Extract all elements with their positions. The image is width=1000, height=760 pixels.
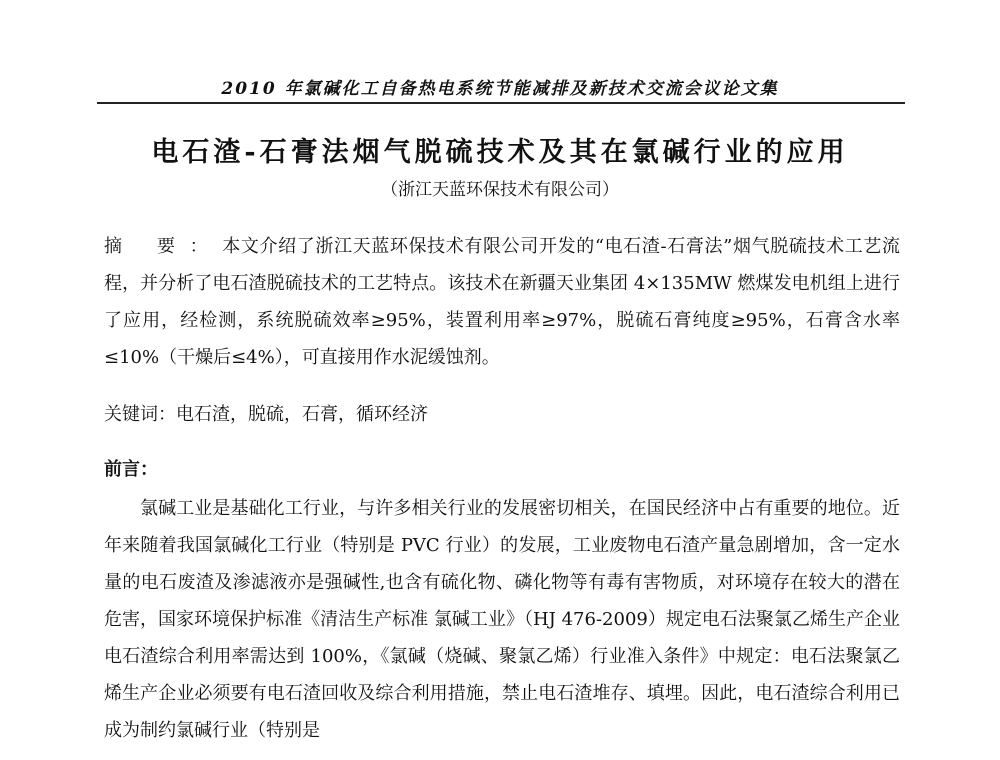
keywords-label: 关键词： (104, 404, 176, 425)
abstract-label: 摘 要： (104, 236, 223, 257)
keywords-line (104, 396, 900, 433)
keywords-text: 电石渣，脱硫，石膏，循环经济 (176, 404, 428, 425)
running-header: 2010 年氯碱化工自备热电系统节能减排及新技术交流会议论文集 (221, 79, 779, 99)
paper-title: 电石渣-石膏法烟气脱硫技术及其在氯碱行业的应用 (151, 137, 849, 168)
abstract-paragraph (104, 228, 900, 376)
header-rule (97, 102, 905, 104)
abstract-text: 本文介绍了浙江天蓝环保技术有限公司开发的“电石渣-石膏法”烟气脱硫技术工艺流程，并分析了电石渣脱硫技术的工艺特点。该技术在新疆天业集团 4×135MW 燃煤发电机组上进行了应用，经检测，系统脱硫效率≥95%，装置利用率≥97%，脱硫石膏纯度≥95%，石膏含水率≤10%（干燥后≤4%），可直接用作水泥缓蚀剂。 (104, 236, 900, 368)
author-affiliation: （浙江天蓝环保技术有限公司） (381, 180, 619, 200)
preface-paragraph: 氯碱工业是基础化工行业，与许多相关行业的发展密切相关，在国民经济中占有重要的地位。近年来随着我国氯碱化工行业（特别是 PVC 行业）的发展，工业废物电石渣产量急剧增加，含一定水量的电石废渣及渗滤液亦是强碱性,也含有硫化物、磷化物等有毒有害物质，对环境存在较大的潜在危害，国家环境保护标准《清洁生产标准 氯碱工业》（HJ 476-2009）规定电石法聚氯乙烯生产企业电石渣综合利用率需达到 100%，《氯碱（烧碱、聚氯乙烯）行业准入条件》中规定：电石法聚氯乙烯生产企业必须要有电石渣回收及综合利用措施，禁止电石渣堆存、填埋。因此，电石渣综合利用已成为制约氯碱行业（特别是 (104, 498, 900, 741)
preface-heading: 前言： (104, 459, 158, 480)
